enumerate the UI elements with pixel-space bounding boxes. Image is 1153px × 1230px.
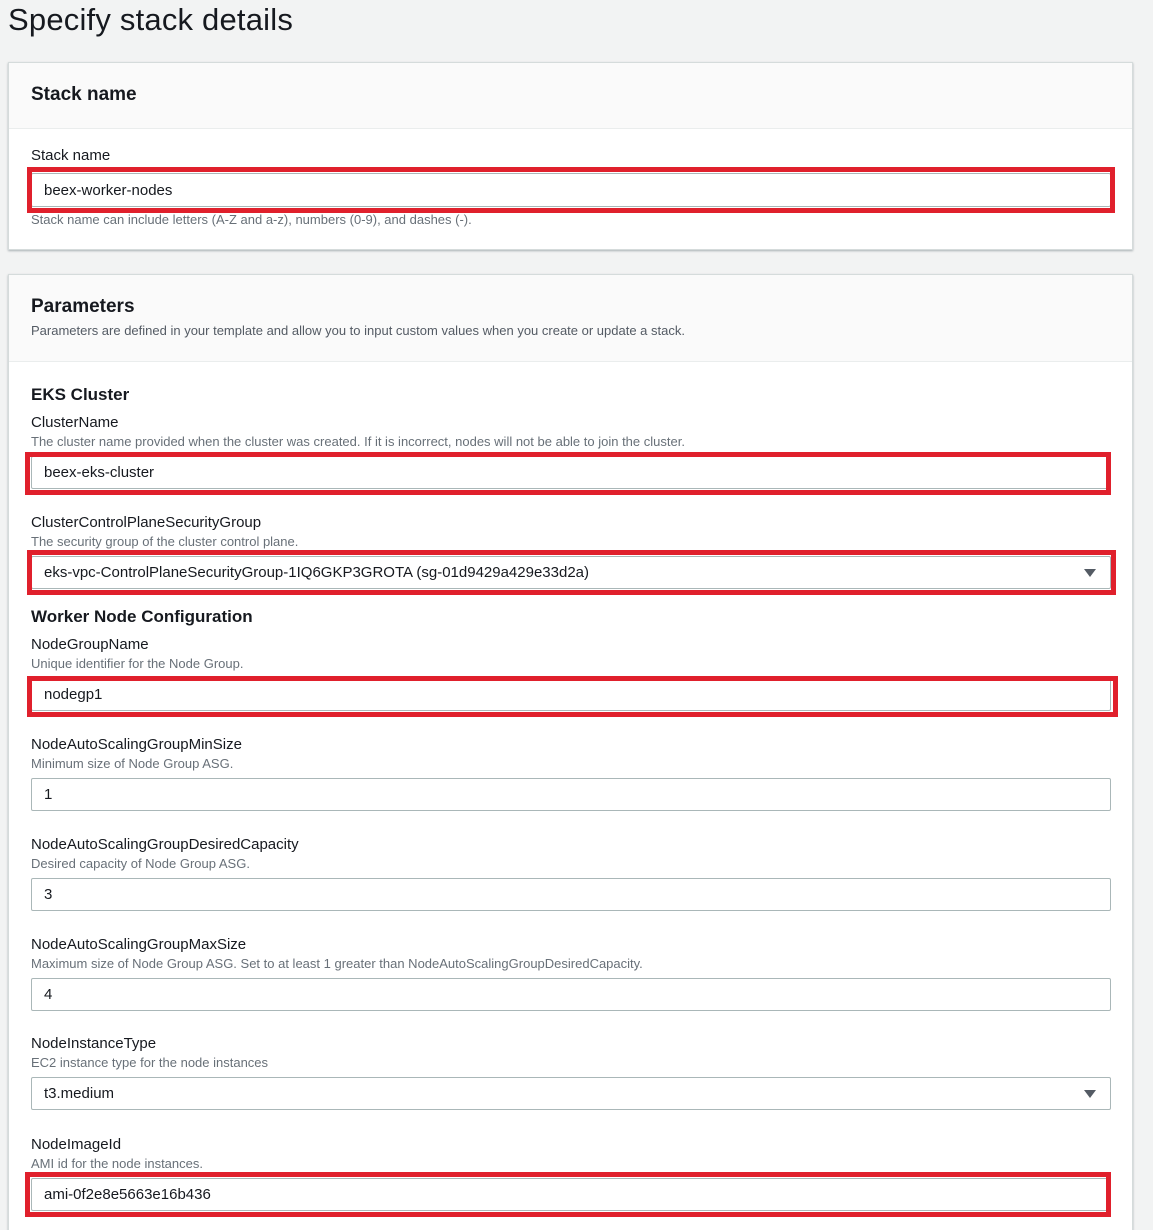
control-plane-sg-help: The security group of the cluster control plane. bbox=[31, 534, 299, 549]
instance-type-help: EC2 instance type for the node instances bbox=[31, 1055, 269, 1070]
parameters-panel-header bbox=[9, 275, 1132, 362]
stack-name-panel-header bbox=[9, 63, 1132, 129]
parameters-panel-title: Parameters bbox=[31, 296, 135, 317]
cluster-name-label: ClusterName bbox=[31, 414, 119, 431]
node-group-name-label: NodeGroupName bbox=[31, 636, 149, 653]
asg-desired-input[interactable] bbox=[31, 878, 1111, 911]
asg-desired-label: NodeAutoScalingGroupDesiredCapacity bbox=[31, 836, 299, 853]
chevron-down-icon bbox=[1084, 569, 1096, 577]
worker-node-section: Worker Node Configuration bbox=[31, 607, 253, 626]
cluster-name-help: The cluster name provided when the cluster was created. If it is incorrect, nodes will not be able to join the cluster. bbox=[31, 434, 685, 449]
asg-max-help: Maximum size of Node Group ASG. Set to at least 1 greater than NodeAutoScalingGroupDesiredCapacity. bbox=[31, 956, 643, 971]
stack-name-panel bbox=[8, 62, 1133, 250]
asg-min-value: 1 bbox=[44, 786, 53, 803]
asg-desired-help: Desired capacity of Node Group ASG. bbox=[31, 856, 250, 871]
node-group-name-help: Unique identifier for the Node Group. bbox=[31, 656, 244, 671]
instance-type-select[interactable] bbox=[31, 1077, 1111, 1110]
chevron-down-icon bbox=[1084, 1090, 1096, 1098]
cluster-name-input[interactable] bbox=[31, 456, 1111, 489]
image-id-value: ami-0f2e8e5663e16b436 bbox=[44, 1186, 211, 1203]
asg-min-input[interactable] bbox=[31, 778, 1111, 811]
asg-max-input[interactable] bbox=[31, 978, 1111, 1011]
cluster-name-value: beex-eks-cluster bbox=[44, 464, 155, 481]
stack-name-value: beex-worker-nodes bbox=[44, 181, 173, 199]
stack-name-label: Stack name bbox=[31, 147, 111, 164]
control-plane-sg-select[interactable] bbox=[31, 556, 1111, 589]
asg-desired-value: 3 bbox=[44, 886, 53, 903]
stack-name-panel-title: Stack name bbox=[31, 84, 137, 105]
image-id-help: AMI id for the node instances. bbox=[31, 1156, 203, 1171]
instance-type-value: t3.medium bbox=[44, 1085, 115, 1102]
instance-type-label: NodeInstanceType bbox=[31, 1035, 157, 1052]
asg-max-value: 4 bbox=[44, 986, 53, 1003]
stack-name-input[interactable] bbox=[31, 173, 1111, 207]
asg-max-label: NodeAutoScalingGroupMaxSize bbox=[31, 936, 247, 953]
image-id-input[interactable] bbox=[31, 1178, 1111, 1211]
asg-min-label: NodeAutoScalingGroupMinSize bbox=[31, 736, 242, 753]
node-group-name-value: nodegp1 bbox=[44, 686, 103, 703]
control-plane-sg-label: ClusterControlPlaneSecurityGroup bbox=[31, 514, 262, 531]
image-id-label: NodeImageId bbox=[31, 1136, 122, 1153]
stack-name-constraint: Stack name can include letters (A-Z and a-z), numbers (0-9), and dashes (-). bbox=[31, 212, 472, 227]
page-title: Specify stack details bbox=[8, 2, 294, 37]
control-plane-sg-value: eks-vpc-ControlPlaneSecurityGroup-1IQ6GKP3GROTA (sg-01d9429a429e33d2a) bbox=[44, 564, 590, 581]
parameters-panel bbox=[8, 274, 1133, 1230]
parameters-panel-description: Parameters are defined in your template and allow you to input custom values when you create or update a stack. bbox=[31, 323, 685, 338]
node-group-name-input[interactable] bbox=[31, 678, 1111, 711]
eks-cluster-section: EKS Cluster bbox=[31, 385, 130, 404]
asg-min-help: Minimum size of Node Group ASG. bbox=[31, 756, 234, 771]
